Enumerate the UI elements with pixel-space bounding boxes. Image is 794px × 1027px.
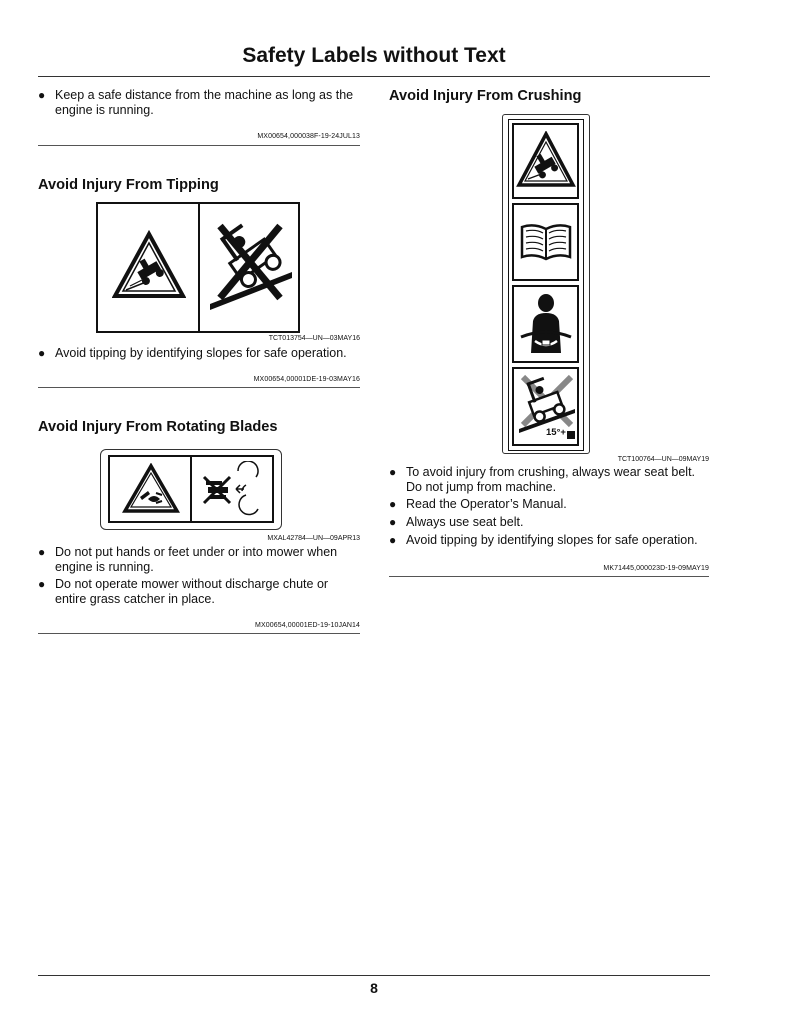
footer-rule	[38, 975, 710, 976]
blades-image-caption: MXAL42784—UN—09APR13	[267, 535, 360, 542]
intro-bullet-text: Keep a safe distance from the machine as long as the engine is running.	[55, 88, 354, 117]
section-rule	[38, 633, 360, 634]
crushing-bullets	[389, 465, 709, 555]
crushing-heading: Avoid Injury From Crushing	[389, 88, 582, 104]
label-panel	[512, 285, 579, 363]
no-hands-blade-icon	[198, 461, 270, 517]
blades-safety-label	[108, 455, 274, 523]
title-rule	[38, 76, 710, 77]
crushing-safety-label	[508, 119, 584, 451]
blades-bullet-text: Do not put hands or feet under or into mower when engine is running.	[55, 545, 338, 574]
list-item	[38, 88, 360, 118]
blades-reference-code: MX00654,00001ED-19-10JAN14	[255, 622, 360, 629]
operator-manual-icon	[518, 221, 574, 263]
bullet-icon: ●	[38, 346, 46, 360]
label-divider	[190, 457, 192, 521]
slope-angle-label: 15°+	[546, 427, 566, 438]
crushing-reference-code: MK71445,000023D-19-09MAY19	[603, 565, 709, 572]
section-rule	[389, 576, 709, 577]
page-number: 8	[370, 980, 378, 996]
crushing-image-caption: TCT100764—UN—09MAY19	[617, 456, 709, 463]
blades-bullets	[38, 545, 360, 615]
crushing-bullet-text: Read the Operator’s Manual.	[406, 497, 567, 511]
tipping-reference-code: MX00654,00001DE-19-03MAY16	[253, 376, 360, 383]
list-item	[389, 497, 709, 512]
list-item	[389, 533, 709, 548]
no-rollover-icon	[206, 212, 296, 324]
tipping-bullet-text: Avoid tipping by identifying slopes for safe operation.	[55, 346, 347, 360]
bullet-icon: ●	[389, 515, 397, 529]
crushing-bullet-text: Avoid tipping by identifying slopes for safe operation.	[406, 533, 698, 547]
crushing-warning-icon	[516, 131, 576, 191]
bullet-icon: ●	[389, 497, 397, 511]
page-title: Safety Labels without Text	[242, 44, 506, 67]
label-panel	[512, 203, 579, 281]
label-divider	[198, 204, 200, 331]
list-item	[389, 465, 709, 495]
intro-reference-code: MX00654,000038F-19-24JUL13	[257, 133, 360, 140]
label-panel	[512, 123, 579, 199]
seat-belt-operator-icon	[517, 291, 575, 359]
section-rule	[38, 387, 360, 388]
crushing-bullet-text: Always use seat belt.	[406, 515, 524, 529]
blades-heading: Avoid Injury From Rotating Blades	[38, 419, 278, 435]
tipping-warning-icon	[112, 230, 186, 302]
list-item	[38, 346, 360, 361]
tipping-safety-label	[96, 202, 300, 333]
bullet-icon: ●	[389, 533, 397, 547]
list-item	[38, 545, 360, 575]
blade-warning-icon	[122, 463, 180, 515]
list-item	[38, 577, 360, 607]
bullet-icon: ●	[38, 88, 46, 102]
label-panel	[512, 367, 579, 446]
blades-bullet-text: Do not operate mower without discharge chute or entire grass catcher in place.	[55, 577, 329, 606]
tipping-heading: Avoid Injury From Tipping	[38, 177, 219, 193]
crushing-bullet-text: To avoid injury from crushing, always wear seat belt. Do not jump from machine.	[406, 465, 696, 494]
tipping-image-caption: TCT013754—UN—03MAY16	[268, 335, 360, 342]
section-rule	[38, 145, 360, 146]
list-item	[389, 515, 709, 530]
bullet-icon: ●	[38, 577, 46, 591]
bullet-icon: ●	[38, 545, 46, 559]
bullet-icon: ●	[389, 465, 397, 479]
